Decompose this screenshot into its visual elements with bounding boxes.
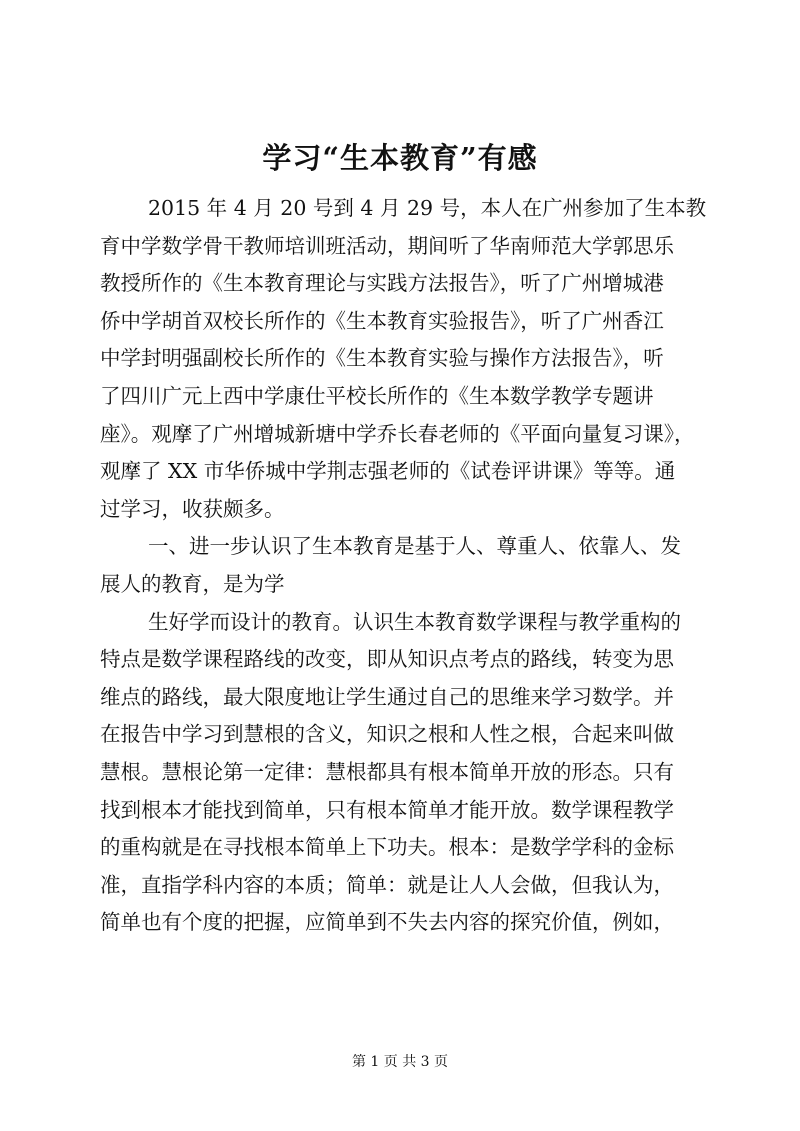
document-body bbox=[100, 190, 720, 942]
paragraph-intro bbox=[100, 190, 720, 528]
document-title: 学习“生本教育”有感 bbox=[262, 141, 538, 175]
text-line: 的重构就是在寻找根本简单上下功夫。根本：是数学学科的金标 bbox=[100, 835, 674, 860]
text-line: 特点是数学课程路线的改变，即从知识点考点的路线，转变为思 bbox=[100, 647, 674, 672]
text-line: 准，直指学科内容的本质；简单：就是让人人会做，但我认为， bbox=[100, 872, 674, 897]
text-line: 侨中学胡首双校长所作的《生本教育实验报告》，听了广州香江 bbox=[100, 308, 664, 333]
text-line: 观摩了 XX 市华侨城中学荆志强老师的《试卷评讲课》等等。通 bbox=[100, 459, 676, 484]
text-line: 展人的教育，是为学 bbox=[100, 571, 285, 596]
text-line: 了四川广元上西中学康仕平校长所作的《生本数学教学专题讲 bbox=[100, 383, 654, 408]
text-line: 育中学数学骨干教师培训班活动，期间听了华南师范大学郭思乐 bbox=[100, 233, 674, 258]
text-line: 中学封明强副校长所作的《生本教育实验与操作方法报告》，听 bbox=[100, 346, 664, 371]
text-line: 简单也有个度的把握，应简单到不失去内容的探究价值，例如， bbox=[100, 910, 674, 935]
text-line: 2015 年 4 月 20 号到 4 月 29 号，本人在广州参加了生本教 bbox=[148, 196, 707, 220]
text-line: 慧根。慧根论第一定律：慧根都具有根本简单开放的形态。只有 bbox=[100, 759, 674, 784]
text-line: 教授所作的《生本教育理论与实践方法报告》，听了广州增城港 bbox=[100, 271, 664, 296]
text-line: 一、进一步认识了生本教育是基于人、尊重人、依靠人、发 bbox=[148, 534, 681, 559]
text-line: 生好学而设计的教育。认识生本教育数学课程与教学重构的 bbox=[148, 609, 681, 634]
text-line: 座》。观摩了广州增城新塘中学乔长春老师的《平面向量复习课》， bbox=[100, 421, 695, 446]
text-line: 过学习，收获颇多。 bbox=[100, 496, 285, 521]
text-line: 在报告中学习到慧根的含义，知识之根和人性之根，合起来叫做 bbox=[100, 722, 674, 747]
text-line: 找到根本才能找到简单，只有根本简单才能开放。数学课程教学 bbox=[100, 797, 674, 822]
paragraph-section-one bbox=[100, 528, 720, 603]
text-line: 维点的路线，最大限度地让学生通过自己的思维来学习数学。并 bbox=[100, 684, 674, 709]
paragraph-section-one-continued bbox=[100, 604, 720, 942]
page-footer: 第 1 页 共 3 页 bbox=[351, 1054, 449, 1070]
